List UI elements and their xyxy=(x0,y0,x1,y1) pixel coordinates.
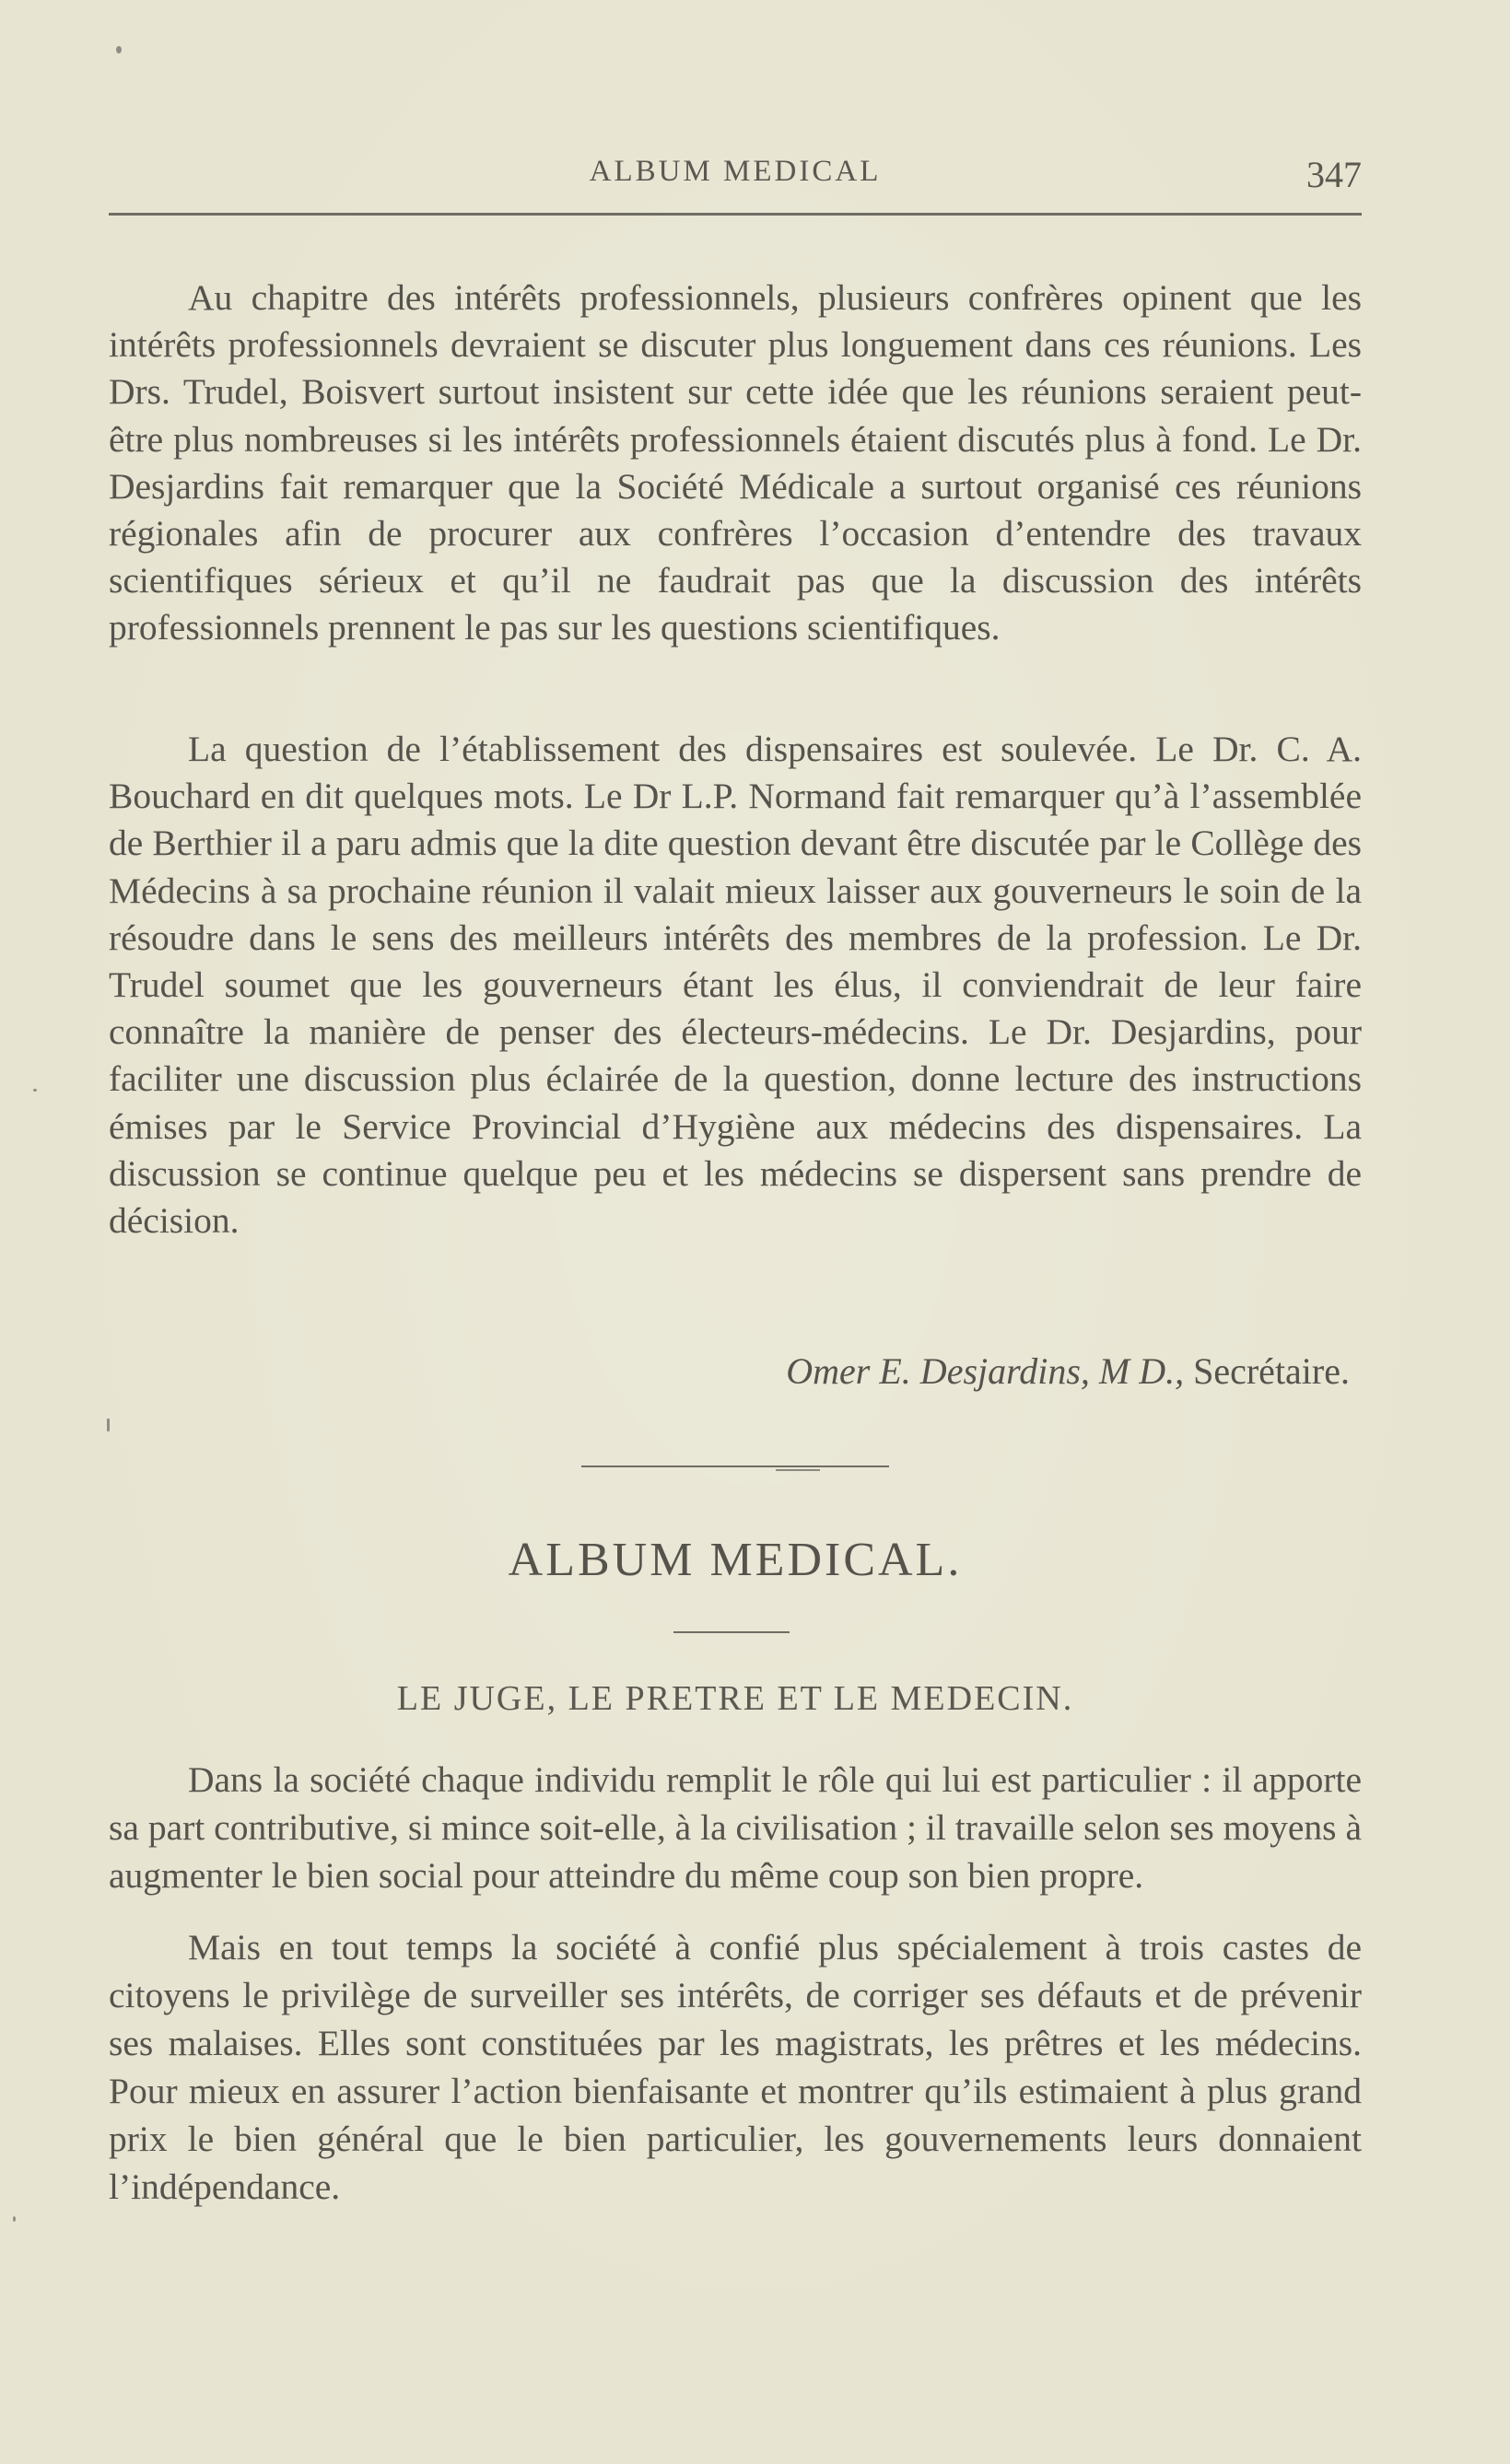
running-head-title: ALBUM MEDICAL xyxy=(589,155,882,188)
secretary-signature xyxy=(786,1349,1350,1393)
signature-name: Omer E. Desjardins, M D., xyxy=(786,1350,1185,1392)
section-divider xyxy=(581,1466,889,1467)
header-rule xyxy=(109,213,1362,216)
paper-speck xyxy=(33,1089,37,1092)
signature-title: Secrétaire. xyxy=(1193,1350,1350,1392)
paragraph-dispensaries: La question de l’établissement des dispensaires est soulevée. Le Dr. C. A. Bouchard en dit quelques mots. Le Dr L.P. Normand fait remarquer qu’à l’assemblée de Berthier il a paru admis que la dite question devant être discutée par le Collège des Médecins à sa prochaine réunion il valait mieux laisser aux gouverneurs le soin de la résoudre dans le sens des meilleurs intérêts des membres de la profession. Le Dr. Trudel soumet que les gouverneurs étant les élus, il conviendrait de leur faire connaître la manière de penser des électeurs-médecins. Le Dr. Desjardins, pour faciliter une discussion plus éclairée de la question, donne lecture des instructions émises par le Service Provincial d’Hygiène aux médecins des dispensaires. La discussion se continue quelque peu et les médecins se dispersent sans prendre de décision. xyxy=(109,729,1362,1242)
heading-divider xyxy=(673,1631,790,1633)
article-paragraph-society: Dans la société chaque individu remplit le rôle qui lui est particulier : il apporte sa part contributive, si mince soit-elle, à la civilisation ; il travaille selon ses moyens à augmenter le bien social pour atteindre du même coup son bien propre. xyxy=(109,1759,1362,1896)
paper-speck xyxy=(13,2216,16,2222)
article-body xyxy=(109,1756,1362,2211)
dispensaries-text xyxy=(109,726,1362,1244)
section-divider-accent xyxy=(776,1469,820,1471)
paragraph-professional-interests: Au chapitre des intérêts professionnels, plusieurs confrères opinent que les intérêts professionnels devraient se discuter plus longuement dans ces réunions. Les Drs. Trudel, Boisvert surtout insistent sur cette idée que les réunions seraient peut-être plus nombreuses si les intérêts professionnels étaient discutés plus à fond. Le Dr. Desjardins fait remarquer que la Société Médicale a surtout organisé ces réunions régionales afin de procurer aux confrères l’occasion d’entendre des travaux scientifiques sérieux et qu’il ne faudrait pas que la discussion des intérêts professionnels prennent le pas sur les questions scientifiques. xyxy=(109,277,1362,648)
meeting-minutes-text xyxy=(109,274,1362,652)
paper-speck xyxy=(107,1419,110,1431)
section-heading: ALBUM MEDICAL. xyxy=(508,1534,963,1586)
paper-speck xyxy=(116,46,122,53)
running-head xyxy=(109,147,1362,203)
page-number: 347 xyxy=(1306,154,1362,195)
article-paragraph-castes: Mais en tout temps la société à confié plus spécialement à trois castes de citoyens le privilège de surveiller ses intérêts, de corriger ses défauts et de prévenir ses malaises. Elles sont constituées par les magistrats, les prêtres et les médecins. Pour mieux en assurer l’action bienfaisante et montrer qu’ils estimaient à plus grand prix le bien général que le bien particulier, les gouvernements leurs donnaient l’indépendance. xyxy=(109,1927,1362,2207)
article-title: LE JUGE, LE PRETRE ET LE MEDECIN. xyxy=(396,1679,1074,1718)
